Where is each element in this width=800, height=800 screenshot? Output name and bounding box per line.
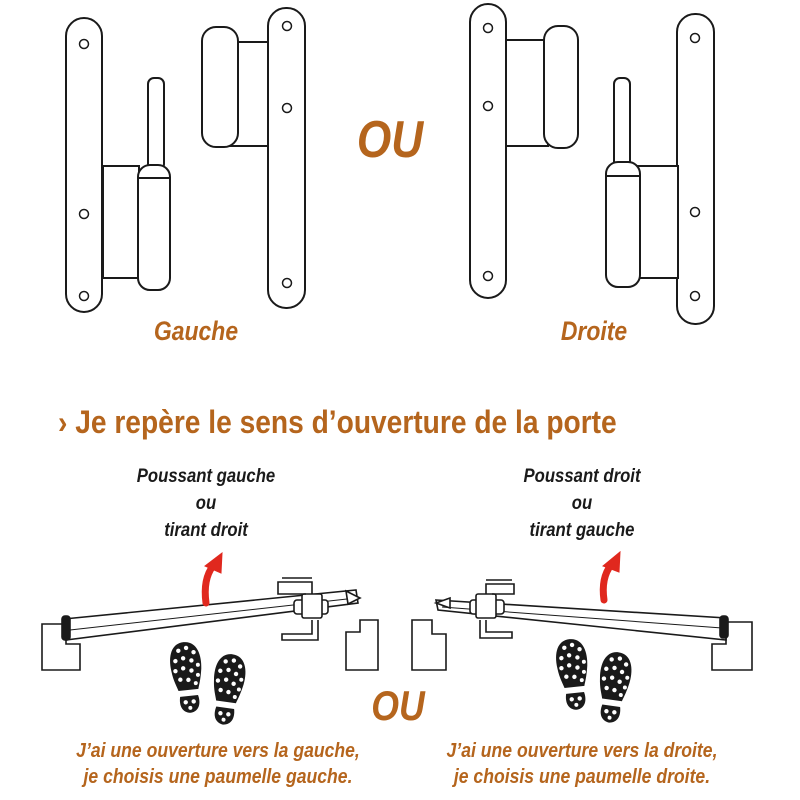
door-right-line3: tirant gauche <box>529 520 635 541</box>
push-direction-arrow-icon <box>578 550 624 604</box>
door-left-caption-line2: je choisis une paumelle gauche. <box>83 766 353 788</box>
hinge-left-label: Gauche <box>153 316 239 346</box>
footprints-icon <box>165 640 255 730</box>
door-right-line1: Poussant droit <box>523 466 641 487</box>
door-right-caption-line2: je choisis une paumelle droite. <box>453 766 711 788</box>
door-left-line1: Poussant gauche <box>136 466 276 487</box>
footprints-icon <box>550 638 640 728</box>
door-left-line3: tirant droit <box>164 520 248 541</box>
door-right-caption-line1: J’ai une ouverture vers la droite, <box>446 740 718 762</box>
door-separator-ou: OU <box>371 682 425 729</box>
door-left-line2: ou <box>195 493 217 514</box>
push-direction-arrow-icon <box>180 552 226 606</box>
door-left-direction <box>100 463 311 544</box>
door-right-direction <box>476 463 687 544</box>
door-right-caption <box>406 738 758 790</box>
door-left-caption-line1: J’ai une ouverture vers la gauche, <box>76 740 360 762</box>
hinge-right-label: Droite <box>560 316 628 346</box>
hinge-separator-ou: OU <box>356 111 424 169</box>
door-right-line2: ou <box>571 493 593 514</box>
hinge-left-drawing <box>66 8 305 312</box>
hinge-right-drawing <box>470 4 714 324</box>
door-left-caption <box>42 738 394 790</box>
section-heading: › Je repère le sens d’ouverture de la porte <box>58 404 617 440</box>
